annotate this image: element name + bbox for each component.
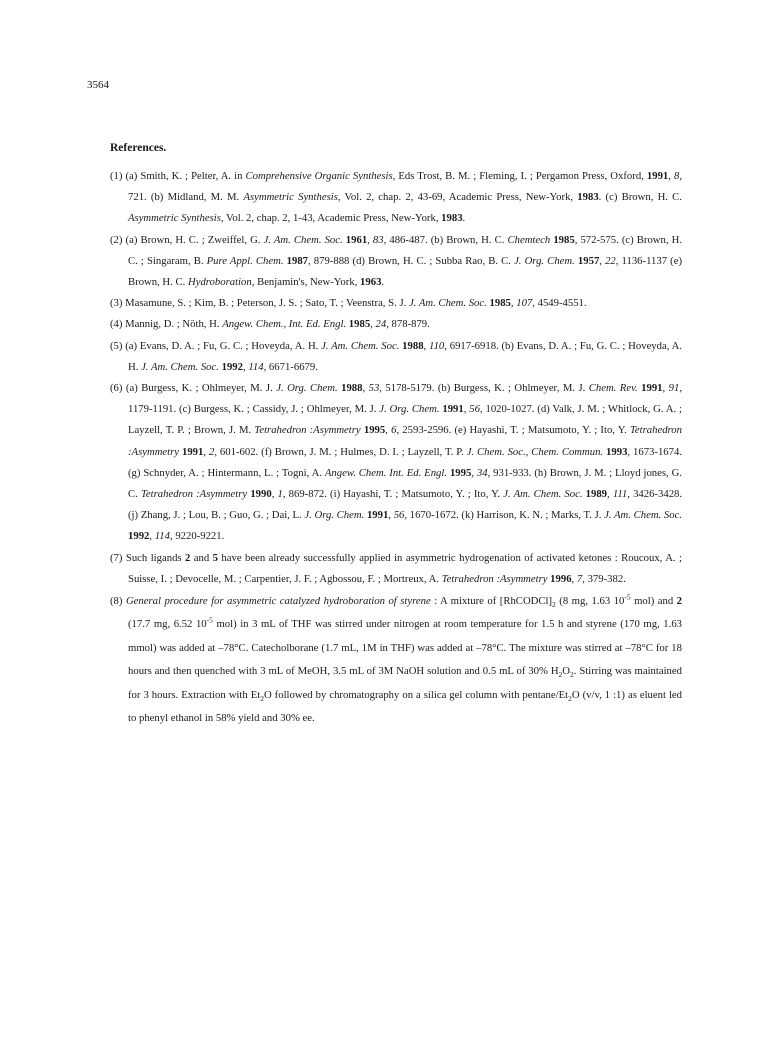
reference-3: (3) Masamune, S. ; Kim, B. ; Peterson, J. S. ; Sato, T. ; Veenstra, S. J. J. Am. Chem. Soc. 1985, 107, 4549-4551. xyxy=(110,297,587,310)
reference-7: (7) Such ligands 2 and 5 have been already successfully applied in asymmetric hydrogenation of activated ketones : Roucoux, A. ; Suisse, I. ; Devocelle, M. ; Carpentier, J. F. ; Agbossou, F. ; Mortreux, A. Tetrahedron :Asymmetry 1996, 7, 379-382. xyxy=(110,551,682,585)
reference-6: (6) (a) Burgess, K. ; Ohlmeyer, M. J. J. Org. Chem. 1988, 53, 5178-5179. (b) Burgess, K. ; Ohlmeyer, M. J. Chem. Rev. 1991, 91, 1179-1191. (c) Burgess, K. ; Cassidy, J. ; Ohlmeyer, M. J. J. Org. Chem. 1991, 56, 1020-1027. (d) Valk, J. M. ; Whitlock, G. A. ; Layzell, T. P. ; Brown, J. M. Tetrahedron :Asymmetry 1995, 6, 2593-2596. (e) Hayashi, T. ; Matsumoto, Y. ; Ito, Y. Tetrahedron :Asymmetry 1991, 2, 601-602. (f) Brown, J. M. ; Hulmes, D. I. ; Layzell, T. P. J. Chem. Soc., Chem. Commun. 1993, 1673-1674. (g) Schnyder, A. ; Hintermann, L. ; Togni, A. Angew. Chem. Int. Ed. Engl. 1995, 34, 931-933. (h) Brown, J. M. ; Lloyd jones, G. C. Tetrahedron :Asymmetry 1990, 1, 869-872. (i) Hayashi, T. ; Matsumoto, Y. ; Ito, Y. J. Am. Chem. Soc. 1989, 111, 3426-3428. (j) Zhang, J. ; Lou, B. ; Guo, G. ; Dai, L. J. Org. Chem. 1991, 56, 1670-1672. (k) Harrison, K. N. ; Marks, T. J. J. Am. Chem. Soc. 1992, 114, 9220-9221. xyxy=(110,382,683,543)
reference-2: (2) (a) Brown, H. C. ; Zweiffel, G. J. Am. Chem. Soc. 1961, 83, 486-487. (b) Brown, H. C. Chemtech 1985, 572-575. (c) Brown, H. C. ; Singaram, B. Pure Appl. Chem. 1987, 879-888 (d) Brown, H. C. ; Subba Rao, B. C. J. Org. Chem. 1957, 22, 1136-1137 (e) Brown, H. C. Hydroboration, Benjamin's, New-York, 1963. xyxy=(110,233,683,289)
page-number: 3564 xyxy=(87,79,109,91)
reference-1: (1) (a) Smith, K. ; Pelter, A. in Comprehensive Organic Synthesis, Eds Trost, B. M. ; Fleming, I. ; Pergamon Press, Oxford, 1991, 8, 721. (b) Midland, M. M. Asymmetric Synthesis, Vol. 2, chap. 2, 43-69, Academic Press, New-York, 1983. (c) Brown, H. C. Asymmetric Synthesis, Vol. 2, chap. 2, 1-43, Academic Press, New-York, 1983. xyxy=(110,170,682,225)
reference-8: (8) General procedure for asymmetric catalyzed hydroboration of styrene : A mixture of $[RhCODCl]_2$ (8 mg, 1.63 $10^{-5}$ mol) and 2 (17.7 mg, 6.52 $10^{-5}$ mol) in 3 mL of THF was stirred under nitrogen at room temperature for 1.5 h and styrene (170 mg, 1.63 mmol) was added at –78°C. Catecholborane (1.7 mL, 1M in THF) was added at –78°C. The mixture was stirred at –78°C for 18 hours and then quenched with 3 mL of MeOH, 3.5 mL of 3M NaOH solution and 0.5 mL of 30% $H_2O_2$. Stirring was maintained for 3 hours. Extraction with $Et_2O$ followed by chromatography on a silica gel column with pentane/$Et_2O$ (v/v, 1 :1) as eluent led to phenyl ethanol in 58% yield and 30% ee. xyxy=(110,592,683,725)
references-list xyxy=(110,166,682,731)
reference-4: (4) Mannig, D. ; Nöth, H. Angew. Chem., Int. Ed. Engl. 1985, 24, 878-879. xyxy=(110,318,430,331)
references-heading: References. xyxy=(110,142,167,154)
reference-5: (5) (a) Evans, D. A. ; Fu, G. C. ; Hoveyda, A. H. J. Am. Chem. Soc. 1988, 110, 6917-6918. (b) Evans, D. A. ; Fu, G. C. ; Hoveyda, A. H. J. Am. Chem. Soc. 1992, 114, 6671-6679. xyxy=(110,339,683,373)
